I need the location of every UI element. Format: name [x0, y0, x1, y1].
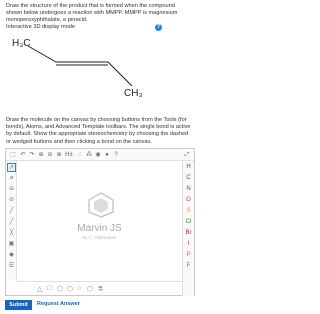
- chain-icon[interactable]: ╳: [9, 230, 14, 236]
- zoom-out-icon[interactable]: ⊖: [47, 152, 53, 158]
- hydrogens-icon[interactable]: H±: [65, 152, 73, 158]
- cyclopropane-icon[interactable]: △: [37, 286, 43, 293]
- redo-icon[interactable]: ↷: [29, 152, 35, 158]
- atom-cl-button[interactable]: Cl: [185, 219, 192, 225]
- methyl-label-bottom: CH₃: [124, 88, 143, 99]
- atoms-toolbar: [182, 161, 194, 296]
- molecule-view[interactable]: [0, 34, 200, 114]
- atom-br-button[interactable]: Br: [185, 230, 192, 236]
- periodic-table-icon[interactable]: ☰: [8, 263, 15, 269]
- top-toolbar: [6, 149, 194, 161]
- atom-f-button[interactable]: F: [186, 263, 191, 269]
- instructions-text: Draw the molecule on the canvas by choosing buttons from the Tools (for bonds), Atoms, and Advanced Template toolbars. The single bond is active by default. Show the appropriate stereochemistry by choosing the dashed or wedged buttons and then clicking a bond on the canvas.: [6, 117, 191, 145]
- atom-o-button[interactable]: O: [186, 197, 191, 203]
- zoom-fit-icon[interactable]: ⊕: [56, 152, 62, 158]
- clean-icon[interactable]: ∴: [78, 152, 82, 158]
- methyl-label-top: H₃C: [12, 38, 31, 49]
- marvin-logo-icon: [87, 192, 115, 218]
- templates-toolbar: [17, 281, 182, 295]
- submit-button[interactable]: Submit: [5, 300, 32, 310]
- atom-h-button[interactable]: H: [186, 164, 191, 170]
- marvin-logo-subtitle: by Ⓒ ChemAxon: [82, 235, 117, 240]
- info-icon[interactable]: ?: [156, 24, 161, 30]
- atom-p-button[interactable]: P: [186, 252, 191, 258]
- charge-minus-icon[interactable]: ⊖: [8, 186, 15, 192]
- atom-i-button[interactable]: I: [187, 241, 190, 247]
- new-icon[interactable]: ⬚: [10, 152, 16, 158]
- 3d-icon[interactable]: ●: [105, 152, 109, 158]
- drawing-canvas[interactable]: [17, 161, 182, 281]
- request-answer-link[interactable]: Request Answer: [37, 301, 80, 307]
- cycloheptane-icon[interactable]: ○: [77, 285, 82, 292]
- bond-c-ch3: [108, 62, 132, 86]
- cyclohexane-icon[interactable]: ⬡: [67, 286, 74, 293]
- wedge-bond-icon[interactable]: ╱: [9, 219, 14, 225]
- cyclobutane-icon[interactable]: □: [47, 285, 52, 292]
- single-bond-icon[interactable]: ╱: [9, 208, 14, 214]
- cyclopentane-icon[interactable]: ⬠: [57, 286, 64, 293]
- erase-icon[interactable]: ⌀: [9, 175, 14, 181]
- atom-label-icon[interactable]: ◆: [9, 252, 14, 258]
- question-text: Draw the structure of the product that is formed when the compound shown below undergoes a reaction with MMPP. MMPP is magnesium monoperoxyphthalate, a peracid.: [6, 3, 178, 24]
- display-mode-row: [6, 23, 196, 33]
- help-icon[interactable]: ?: [114, 152, 118, 158]
- select-icon[interactable]: ↗: [8, 165, 15, 171]
- benzene-icon[interactable]: ⬡: [87, 286, 94, 293]
- fullscreen-icon[interactable]: ⤢: [184, 152, 190, 158]
- marvin-js-editor[interactable]: [5, 148, 195, 296]
- atom-c-button[interactable]: C: [186, 175, 191, 181]
- arrange-icon[interactable]: ⁂: [86, 152, 92, 158]
- zoom-in-icon[interactable]: ⊕: [38, 152, 44, 158]
- left-toolbar: [6, 161, 17, 281]
- bond-ch3-c: [28, 46, 56, 62]
- atom-s-button[interactable]: S: [186, 208, 191, 214]
- marvin-logo-title: Marvin JS: [77, 223, 122, 234]
- display-mode-label: Interactive 3D display mode: [6, 24, 76, 30]
- settings-icon[interactable]: ◉: [95, 152, 101, 158]
- template-library-icon[interactable]: ⚗: [97, 286, 104, 293]
- charge-plus-icon[interactable]: ⊘: [8, 197, 15, 203]
- atom-n-button[interactable]: N: [186, 186, 191, 192]
- template-icon[interactable]: ▣: [8, 241, 15, 247]
- undo-icon[interactable]: ↶: [20, 152, 26, 158]
